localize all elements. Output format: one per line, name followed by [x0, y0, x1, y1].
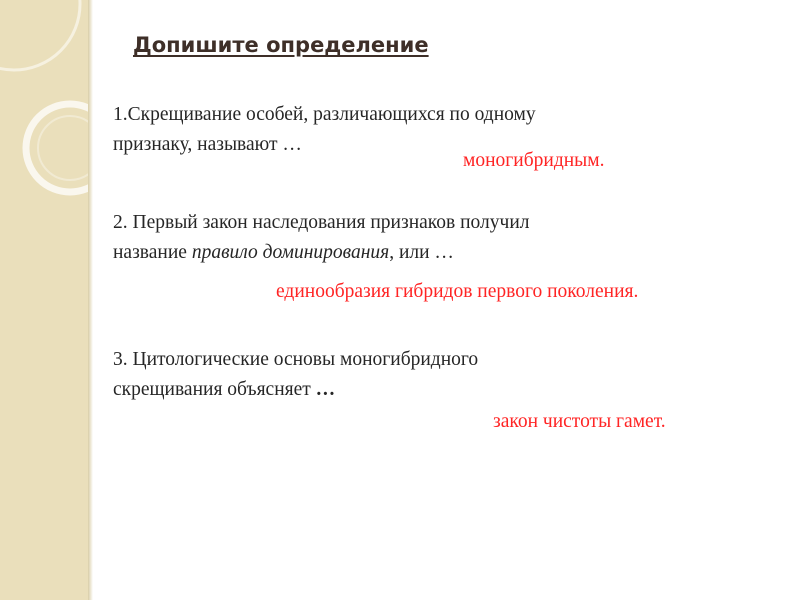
decorative-circles: [0, 0, 88, 600]
slide-title: Допишите определение: [133, 33, 429, 57]
question-2-line-1: 2. Первый закон наследования признаков получил: [113, 212, 530, 233]
panel-edge: [88, 0, 93, 600]
question-3: [113, 345, 478, 405]
question-3-ellipsis: …: [315, 379, 336, 400]
answer-1: моногибридным.: [463, 150, 605, 171]
question-3-line-1: 3. Цитологические основы моногибридного: [113, 349, 479, 370]
inner-ring: [38, 116, 88, 180]
question-1-line-2: признаку, называют …: [113, 134, 302, 155]
question-2-prefix: название: [113, 242, 192, 263]
question-2-italic-term: правило доминирования: [191, 242, 390, 263]
decorative-side-panel: [0, 0, 88, 600]
question-2-suffix: , или …: [389, 242, 454, 263]
question-2-line-2: [113, 238, 530, 268]
question-2: [113, 208, 530, 268]
question-3-prefix: скрещивания объясняет: [113, 379, 316, 400]
answer-3: закон чистоты гамет.: [493, 411, 666, 432]
question-3-line-2: [113, 375, 478, 405]
large-ring: [0, 0, 80, 70]
question-1-line-1: 1.Скрещивание особей, различающихся по одному: [113, 104, 536, 125]
answer-2: единообразия гибридов первого поколения.: [276, 281, 639, 302]
